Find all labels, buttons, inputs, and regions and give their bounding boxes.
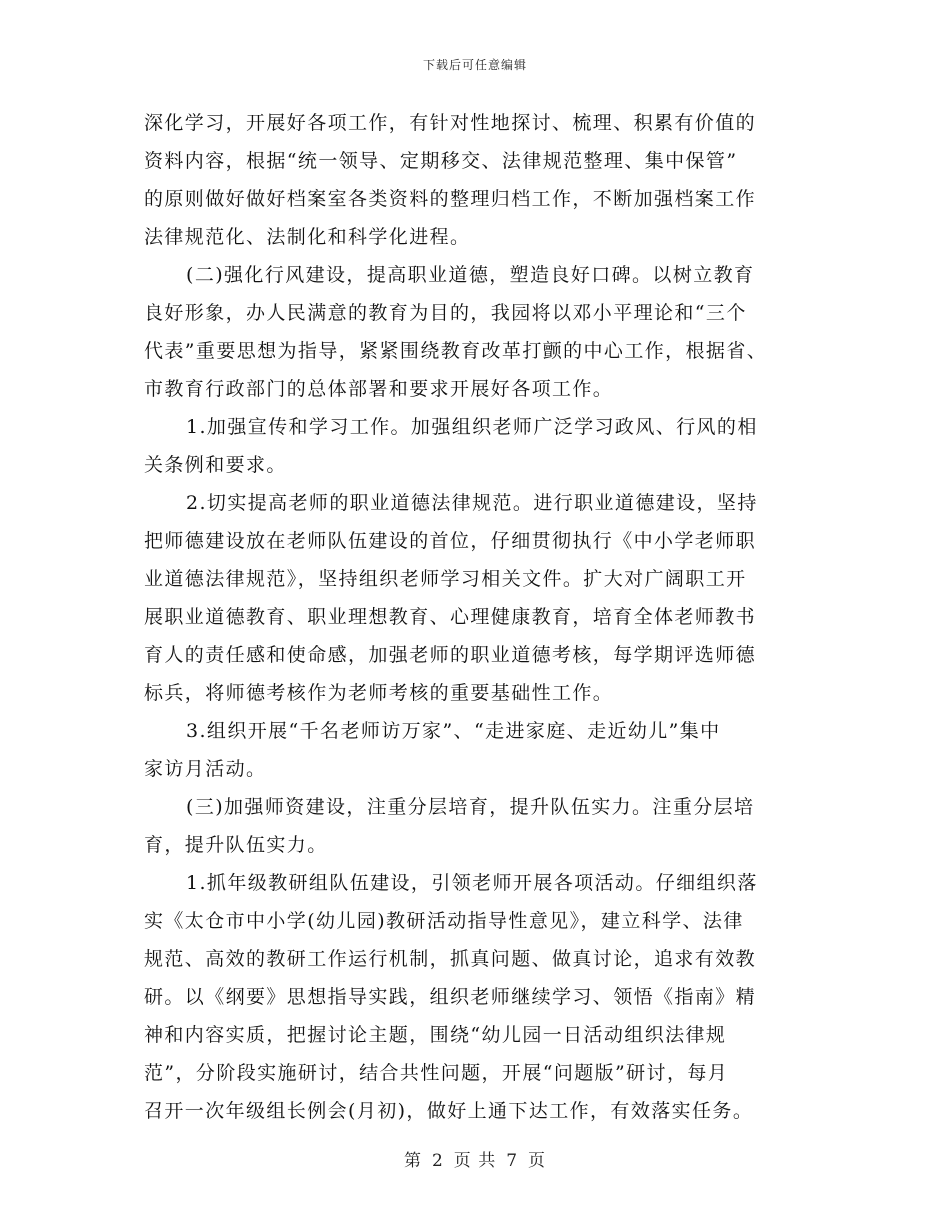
text-line: 的原则做好做好档案室各类资料的整理归档工作，不断加强档案工作 — [144, 188, 757, 210]
list-item-line: 1.抓年级教研组队伍建设，引领老师开展各项活动。仔细组织落 — [186, 872, 758, 894]
text-line: 展职业道德教育、职业理想教育、心理健康教育，培育全体老师教书 — [144, 606, 757, 628]
text-line: 规范、高效的教研工作运行机制，抓真问题、做真讨论，追求有效教 — [144, 948, 757, 970]
section-heading-line: (三)加强师资建设，注重分层培育，提升队伍实力。注重分层培 — [186, 796, 755, 818]
footer-suffix: 页 — [528, 1151, 547, 1171]
text-line: 研。以《纲要》思想指导实践，组织老师继续学习、领悟《指南》精 — [144, 986, 757, 1008]
current-page-number: 2 — [431, 1151, 444, 1171]
list-item-line: 1.加强宣传和学习工作。加强组织老师广泛学习政风、行风的相 — [186, 416, 758, 438]
text-line: 召开一次年级组长例会(月初)，做好上通下达工作，有效落实任务。 — [144, 1100, 754, 1122]
page-footer — [0, 1146, 950, 1171]
text-line: 实《太仓市中小学(幼儿园)教研活动指导性意见》，建立科学、法律 — [144, 910, 744, 932]
text-line: 深化学习，开展好各项工作，有针对性地探讨、梳理、积累有价值的 — [144, 112, 757, 134]
document-body — [144, 104, 798, 1130]
text-line: 法律规范化、法制化和科学化进程。 — [144, 226, 471, 248]
text-line: 良好形象，办人民满意的教育为目的，我园将以邓小平理论和“三个 — [144, 302, 747, 324]
text-line: 神和内容实质，把握讨论主题，围绕“幼儿园一日活动组织法律规 — [144, 1024, 727, 1046]
text-line: 范”，分阶段实施研讨，结合共性问题，开展“问题版”研讨，每月 — [144, 1062, 729, 1084]
text-line: 家访月活动。 — [144, 758, 267, 780]
text-line: 标兵，将师德考核作为老师考核的重要基础性工作。 — [144, 682, 614, 704]
page-header: 下载后可任意编辑 — [422, 58, 527, 72]
list-item-line: 3.组织开展“千名老师访万家”、“走进家庭、走近幼儿”集中 — [186, 720, 721, 742]
text-line: 育，提升队伍实力。 — [144, 834, 328, 856]
list-item-line: 2.切实提高老师的职业道德法律规范。进行职业道德建设，坚持 — [186, 492, 758, 514]
section-heading-line: (二)强化行风建设，提高职业道德，塑造良好口碑。以树立教育 — [186, 264, 755, 286]
text-line: 业道德法律规范》，坚持组织老师学习相关文件。扩大对广阔职工开 — [144, 568, 747, 590]
text-line: 关条例和要求。 — [144, 454, 287, 476]
footer-mid: 页 共 — [453, 1151, 497, 1171]
text-line: 育人的责任感和使命感，加强老师的职业道德考核，每学期评选师德 — [144, 644, 757, 666]
text-line: 市教育行政部门的总体部署和要求开展好各项工作。 — [144, 378, 614, 400]
text-line: 资料内容，根据“统一领导、定期移交、法律规范整理、集中保管” — [144, 150, 738, 172]
footer-prefix: 第 — [403, 1151, 422, 1171]
total-pages-number: 7 — [506, 1151, 519, 1171]
text-line: 代表”重要思想为指导，紧紧围绕教育改革打颤的中心工作，根据省、 — [144, 340, 768, 362]
text-line: 把师德建设放在老师队伍建设的首位，仔细贯彻执行《中小学老师职 — [144, 530, 757, 552]
